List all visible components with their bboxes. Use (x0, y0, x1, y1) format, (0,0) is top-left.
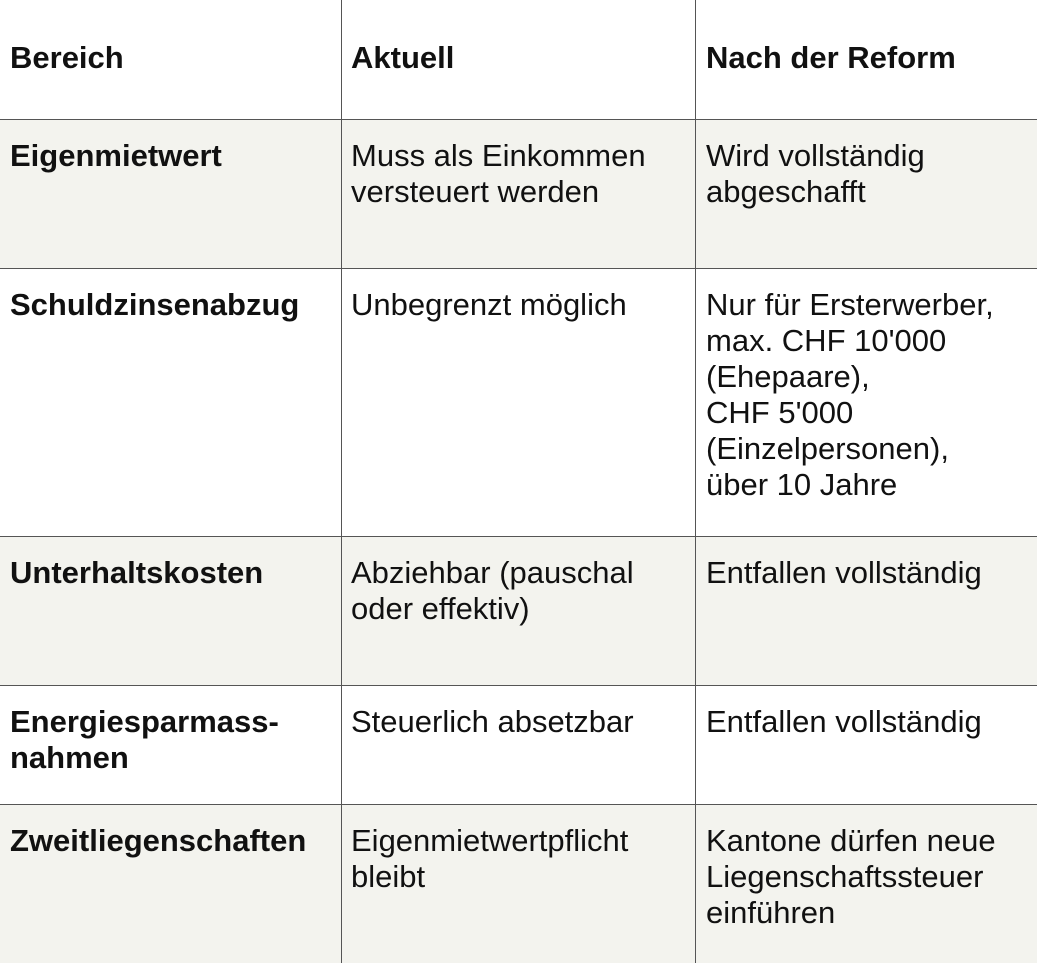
cell-nach-der-reform (695, 805, 1037, 963)
column-header-bereich (0, 0, 341, 119)
table-row (0, 686, 1037, 805)
table-row (0, 120, 1037, 269)
table-row (0, 269, 1037, 537)
cell-nach-der-reform (695, 537, 1037, 685)
cell-nach-der-reform (695, 120, 1037, 268)
row-label: Energiesparmass- nahmen (10, 704, 279, 775)
cell-text: Steuerlich absetzbar (351, 704, 634, 739)
cell-bereich (0, 269, 341, 536)
row-label: Zweitliegenschaften (10, 823, 307, 858)
table-row (0, 805, 1037, 963)
row-label: Schuldzinsenabzug (10, 287, 300, 322)
cell-text: Wird vollständig abgeschafft (706, 138, 925, 209)
cell-text: Abziehbar (pauschal oder effektiv) (351, 555, 634, 626)
cell-text: Entfallen vollständig (706, 555, 982, 590)
column-header-label: Bereich (10, 40, 124, 75)
cell-bereich (0, 686, 341, 804)
column-header-nach-der-reform (695, 0, 1037, 119)
table-row (0, 537, 1037, 686)
cell-text: Muss als Einkommen versteuert werden (351, 138, 646, 209)
table-header-row (0, 0, 1037, 120)
cell-bereich (0, 120, 341, 268)
cell-text: Kantone dürfen neue Liegenschaftssteuer einführen (706, 823, 996, 930)
column-header-label: Nach der Reform (706, 40, 956, 75)
cell-aktuell (341, 537, 695, 685)
cell-text: Nur für Ersterwerber, max. CHF 10'000 (Ehepaare), CHF 5'000 (Einzelpersonen), über 10 Jahre (706, 287, 994, 502)
cell-text: Entfallen vollständig (706, 704, 982, 739)
cell-aktuell (341, 805, 695, 963)
cell-text: Unbegrenzt möglich (351, 287, 627, 322)
cell-bereich (0, 537, 341, 685)
row-label: Unterhaltskosten (10, 555, 264, 590)
cell-aktuell (341, 269, 695, 536)
cell-text: Eigenmietwertpflicht bleibt (351, 823, 629, 894)
row-label: Eigenmietwert (10, 138, 222, 173)
column-header-aktuell (341, 0, 695, 119)
cell-aktuell (341, 686, 695, 804)
cell-bereich (0, 805, 341, 963)
cell-nach-der-reform (695, 269, 1037, 536)
cell-aktuell (341, 120, 695, 268)
column-header-label: Aktuell (351, 40, 455, 75)
cell-nach-der-reform (695, 686, 1037, 804)
